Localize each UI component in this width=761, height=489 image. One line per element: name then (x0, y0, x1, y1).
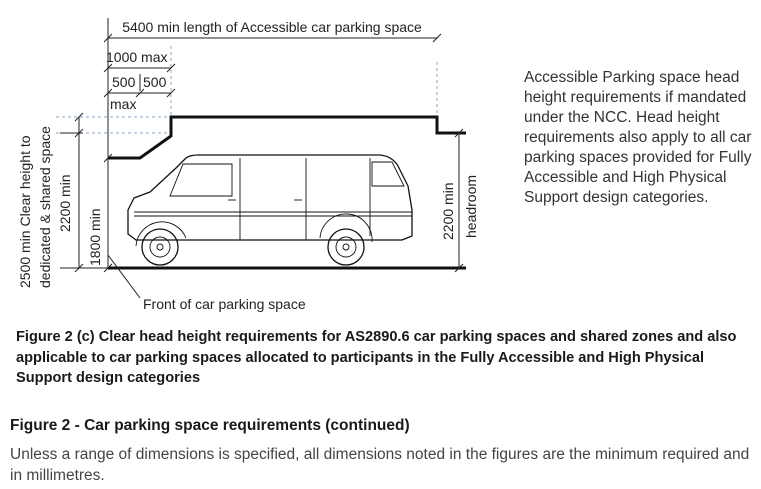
right-headroom-dimension (440, 129, 479, 272)
front-leader (108, 255, 306, 312)
dim-2200-right: 2200 min (440, 182, 456, 240)
max-label: max (110, 96, 137, 112)
left-vertical-line1: 2500 min Clear height to (17, 135, 33, 288)
front-label: Front of car parking space (143, 296, 306, 312)
figure-caption: Figure 2 (c) Clear head height requirements for AS2890.6 car parking spaces and shared zones and also applicable to car parking spaces allocated to participants in the Fully Accessible and High Physical Support design categories (16, 329, 737, 386)
dim-500-a: 500 (112, 74, 136, 90)
dimensions-note: Unless a range of dimensions is specified, all dimensions noted in the figures are the minimum required and in millimetres. (10, 446, 750, 484)
ramp-dimension-1000 (104, 49, 175, 72)
dimension-1800 (87, 154, 112, 272)
dim-1800-label: 1800 min (87, 208, 103, 266)
head-height-note: Accessible Parking space head height requirements if mandated under the NCC. Head height requirements also apply to all car parking spaces provided for Fully Accessible and High Physical Support design categories. (524, 69, 752, 206)
dim-500-b: 500 (143, 74, 167, 90)
max-1000-label: 1000 max (106, 49, 168, 65)
headroom-label: headroom (463, 174, 479, 238)
length-label: 5400 min length of Accessible car parking space (122, 19, 422, 35)
left-vertical-line3: 2200 min (57, 174, 73, 232)
ramp-dimension-500 (104, 74, 175, 112)
clear-height-diagram (0, 0, 479, 320)
van-illustration (128, 155, 412, 265)
left-vertical-line2: dedicated & shared space (37, 126, 53, 288)
soffit-profile (108, 117, 466, 158)
figure-subheading: Figure 2 - Car parking space requirements (continued) (10, 417, 410, 434)
length-dimension (104, 19, 441, 42)
